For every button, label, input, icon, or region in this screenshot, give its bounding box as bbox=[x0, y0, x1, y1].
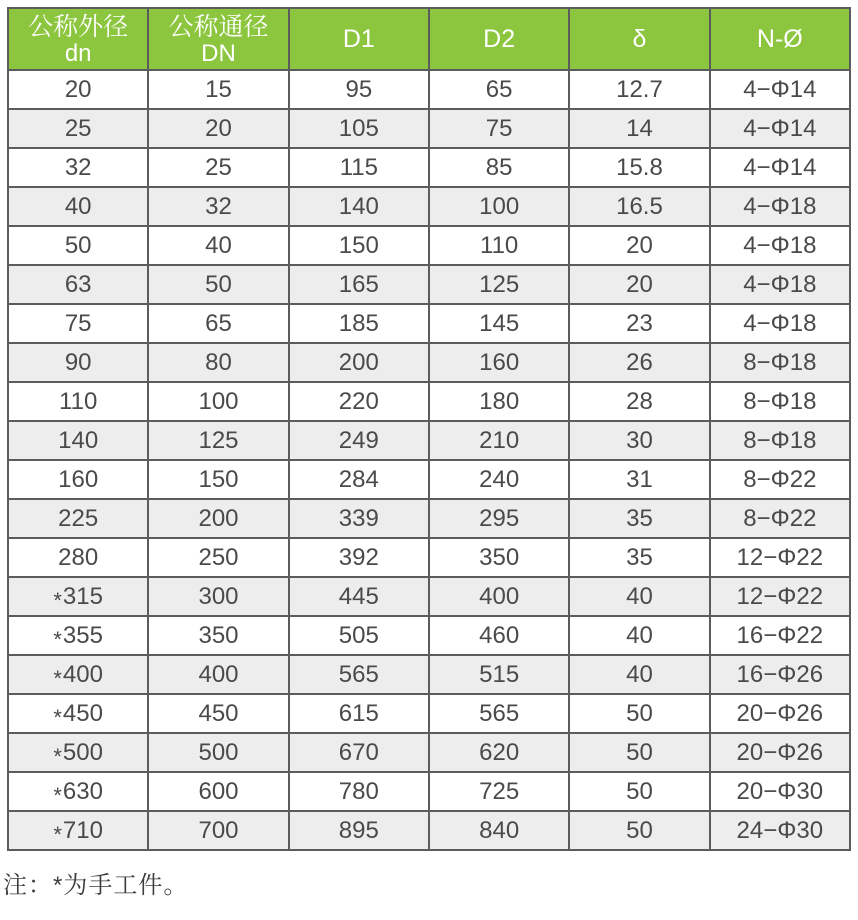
table-cell: 14 bbox=[569, 109, 709, 148]
table-cell: 300 bbox=[148, 577, 288, 616]
table-cell: 725 bbox=[429, 772, 569, 811]
table-cell: 8−Φ18 bbox=[710, 343, 850, 382]
table-cell: 20−Φ30 bbox=[710, 772, 850, 811]
col-header-nominal-diameter bbox=[148, 8, 288, 70]
table-cell: 16.5 bbox=[569, 187, 709, 226]
table-cell: 32 bbox=[148, 187, 288, 226]
table-cell: 400 bbox=[148, 655, 288, 694]
table-cell: 75 bbox=[429, 109, 569, 148]
table-cell: 50 bbox=[8, 226, 148, 265]
table-cell: 4−Φ14 bbox=[710, 109, 850, 148]
col-header-title: D1 bbox=[342, 25, 375, 53]
table-row bbox=[8, 109, 850, 148]
table-cell: 8−Φ22 bbox=[710, 499, 850, 538]
table-cell: 250 bbox=[148, 538, 288, 577]
table-cell: 40 bbox=[148, 226, 288, 265]
table-cell: 150 bbox=[289, 226, 429, 265]
table-body bbox=[8, 70, 850, 850]
table-cell: 100 bbox=[429, 187, 569, 226]
table-cell: 895 bbox=[289, 811, 429, 850]
table-cell: 40 bbox=[8, 187, 148, 226]
table-cell: 8−Φ22 bbox=[710, 460, 850, 499]
table-cell: 445 bbox=[289, 577, 429, 616]
table-cell: 780 bbox=[289, 772, 429, 811]
table-row bbox=[8, 655, 850, 694]
table-cell: 20−Φ26 bbox=[710, 694, 850, 733]
col-header-title: 公称通径 bbox=[168, 12, 269, 41]
table-cell: 225 bbox=[8, 499, 148, 538]
table-cell: 24−Φ30 bbox=[710, 811, 850, 850]
table-cell: 140 bbox=[8, 421, 148, 460]
table-cell: 63 bbox=[8, 265, 148, 304]
table-row bbox=[8, 226, 850, 265]
table-row bbox=[8, 811, 850, 850]
table-cell: 4−Φ14 bbox=[710, 70, 850, 109]
table-cell: 80 bbox=[148, 343, 288, 382]
table-cell: 50 bbox=[569, 733, 709, 772]
table-row bbox=[8, 382, 850, 421]
table-cell: 50 bbox=[569, 694, 709, 733]
table-cell: 515 bbox=[429, 655, 569, 694]
table-cell: 12−Φ22 bbox=[710, 577, 850, 616]
table-cell: 40 bbox=[569, 655, 709, 694]
table-row bbox=[8, 499, 850, 538]
table-cell: 16−Φ26 bbox=[710, 655, 850, 694]
col-header-sub: dn bbox=[64, 39, 92, 67]
table-cell: 150 bbox=[148, 460, 288, 499]
table-cell: 28 bbox=[569, 382, 709, 421]
table-cell: 95 bbox=[289, 70, 429, 109]
table-cell: 32 bbox=[8, 148, 148, 187]
table-row bbox=[8, 538, 850, 577]
table-row bbox=[8, 733, 850, 772]
col-header-title: 公称外径 bbox=[28, 12, 129, 41]
table-cell: 210 bbox=[429, 421, 569, 460]
table-cell: 35 bbox=[569, 499, 709, 538]
table-cell: 140 bbox=[289, 187, 429, 226]
table-cell: 20−Φ26 bbox=[710, 733, 850, 772]
table-header bbox=[8, 8, 850, 70]
table-row bbox=[8, 304, 850, 343]
table-cell: 85 bbox=[429, 148, 569, 187]
table-cell: 15.8 bbox=[569, 148, 709, 187]
table-cell: 75 bbox=[8, 304, 148, 343]
table-cell: *450 bbox=[8, 694, 148, 733]
table-row bbox=[8, 421, 850, 460]
flange-spec-table bbox=[7, 7, 851, 851]
table-cell: 30 bbox=[569, 421, 709, 460]
table-cell: *400 bbox=[8, 655, 148, 694]
col-header-d2 bbox=[429, 8, 569, 70]
table-cell: 500 bbox=[148, 733, 288, 772]
table-row bbox=[8, 148, 850, 187]
table-cell: 15 bbox=[148, 70, 288, 109]
table-cell: 450 bbox=[148, 694, 288, 733]
table-cell: 8−Φ18 bbox=[710, 382, 850, 421]
table-cell: 165 bbox=[289, 265, 429, 304]
table-cell: 16−Φ22 bbox=[710, 616, 850, 655]
table-cell: 25 bbox=[148, 148, 288, 187]
table-cell: 600 bbox=[148, 772, 288, 811]
table-cell: 115 bbox=[289, 148, 429, 187]
table-row bbox=[8, 70, 850, 109]
table-row bbox=[8, 616, 850, 655]
table-cell: 200 bbox=[289, 343, 429, 382]
table-cell: 20 bbox=[569, 265, 709, 304]
footnote: 注：*为手工件。 bbox=[3, 872, 189, 899]
table-cell: 4−Φ14 bbox=[710, 148, 850, 187]
col-header-outer-diameter bbox=[8, 8, 148, 70]
table-cell: 90 bbox=[8, 343, 148, 382]
handmade-asterisk: * bbox=[53, 665, 62, 691]
table-row bbox=[8, 343, 850, 382]
table-cell: 65 bbox=[148, 304, 288, 343]
table-cell: 565 bbox=[289, 655, 429, 694]
table-cell: 40 bbox=[569, 616, 709, 655]
table-cell: 615 bbox=[289, 694, 429, 733]
handmade-asterisk: * bbox=[53, 626, 62, 652]
table-cell: 100 bbox=[148, 382, 288, 421]
col-header-title: N-Ø bbox=[756, 25, 803, 53]
col-header-title: D2 bbox=[483, 25, 516, 53]
table-row bbox=[8, 187, 850, 226]
table-cell: *630 bbox=[8, 772, 148, 811]
handmade-asterisk: * bbox=[53, 743, 62, 769]
table-cell: 4−Φ18 bbox=[710, 187, 850, 226]
table-row bbox=[8, 772, 850, 811]
header-row bbox=[8, 8, 850, 70]
table-cell: 35 bbox=[569, 538, 709, 577]
table-cell: 4−Φ18 bbox=[710, 226, 850, 265]
table-cell: 280 bbox=[8, 538, 148, 577]
table-cell: 50 bbox=[569, 772, 709, 811]
table-cell: 110 bbox=[429, 226, 569, 265]
table-row bbox=[8, 577, 850, 616]
table-cell: 350 bbox=[148, 616, 288, 655]
table-cell: *710 bbox=[8, 811, 148, 850]
table-cell: 50 bbox=[148, 265, 288, 304]
table-cell: 4−Φ18 bbox=[710, 265, 850, 304]
table-cell: 200 bbox=[148, 499, 288, 538]
table-cell: 125 bbox=[429, 265, 569, 304]
table-cell: *355 bbox=[8, 616, 148, 655]
table-cell: 31 bbox=[569, 460, 709, 499]
col-header-title: δ bbox=[632, 25, 647, 53]
col-header-sub: DN bbox=[201, 39, 236, 67]
table-cell: 26 bbox=[569, 343, 709, 382]
table-cell: 20 bbox=[569, 226, 709, 265]
table-cell: 505 bbox=[289, 616, 429, 655]
table-cell: 284 bbox=[289, 460, 429, 499]
col-header-delta bbox=[569, 8, 709, 70]
table-cell: 8−Φ18 bbox=[710, 421, 850, 460]
handmade-asterisk: * bbox=[53, 782, 62, 808]
table-cell: 125 bbox=[148, 421, 288, 460]
table-cell: 12−Φ22 bbox=[710, 538, 850, 577]
table-cell: 565 bbox=[429, 694, 569, 733]
table-cell: 350 bbox=[429, 538, 569, 577]
col-header-d1 bbox=[289, 8, 429, 70]
table-cell: 620 bbox=[429, 733, 569, 772]
table-cell: 249 bbox=[289, 421, 429, 460]
table-cell: 180 bbox=[429, 382, 569, 421]
table-row bbox=[8, 460, 850, 499]
table-cell: 105 bbox=[289, 109, 429, 148]
table-cell: 240 bbox=[429, 460, 569, 499]
table-cell: 392 bbox=[289, 538, 429, 577]
table-cell: 65 bbox=[429, 70, 569, 109]
table-cell: *315 bbox=[8, 577, 148, 616]
table-cell: 460 bbox=[429, 616, 569, 655]
table-cell: 25 bbox=[8, 109, 148, 148]
table-row bbox=[8, 265, 850, 304]
table-cell: 160 bbox=[429, 343, 569, 382]
table-row bbox=[8, 694, 850, 733]
col-header-bolt-holes bbox=[710, 8, 850, 70]
table-cell: 110 bbox=[8, 382, 148, 421]
table-cell: 400 bbox=[429, 577, 569, 616]
handmade-asterisk: * bbox=[53, 587, 62, 613]
table-cell: 220 bbox=[289, 382, 429, 421]
table-cell: 670 bbox=[289, 733, 429, 772]
table-cell: 20 bbox=[8, 70, 148, 109]
table-cell: 145 bbox=[429, 304, 569, 343]
table-cell: 185 bbox=[289, 304, 429, 343]
table-cell: 700 bbox=[148, 811, 288, 850]
table-cell: 50 bbox=[569, 811, 709, 850]
table-cell: *500 bbox=[8, 733, 148, 772]
table-cell: 160 bbox=[8, 460, 148, 499]
table-cell: 4−Φ18 bbox=[710, 304, 850, 343]
table-cell: 339 bbox=[289, 499, 429, 538]
table-cell: 840 bbox=[429, 811, 569, 850]
table-cell: 295 bbox=[429, 499, 569, 538]
table-cell: 12.7 bbox=[569, 70, 709, 109]
table-cell: 20 bbox=[148, 109, 288, 148]
table-cell: 40 bbox=[569, 577, 709, 616]
table-cell: 23 bbox=[569, 304, 709, 343]
handmade-asterisk: * bbox=[53, 821, 62, 847]
handmade-asterisk: * bbox=[53, 704, 62, 730]
